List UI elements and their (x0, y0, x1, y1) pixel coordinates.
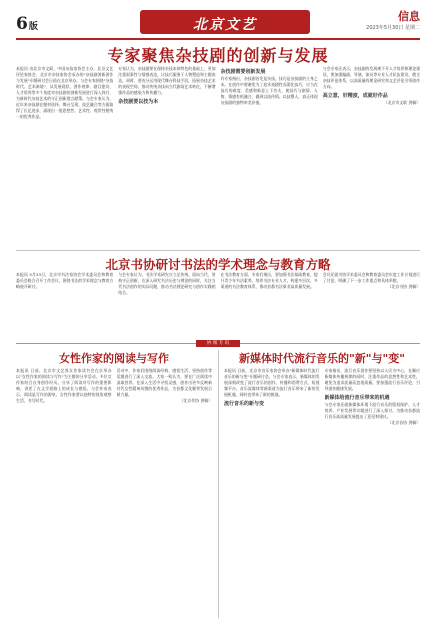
article-3-text-2: 活动中，作家们围绕阅读经典、感悟生活、坚持创作等话题进行了深入交流，大家一致认为，要在广泛阅读中汲取营养，在深入生活中寻找灵感，创作出更多反映新时代女性精神风貌的优秀作品，为首都文化繁荣发展贡献力量。 (116, 368, 212, 397)
article-4-body (224, 368, 420, 618)
article-1-text-3: 有专家指出，杂技剧首先是杂技，技巧是杂技剧的立身之本。在创作中要避免为了追求戏剧性而弱化技巧，应当在技巧的难度、美感和新意上下功夫，使技巧与剧情、人物、情感有机融合，做到以技传情、以技塑人，真正体现杂技剧的独特审美价值。 (220, 76, 318, 105)
column-divider (218, 350, 219, 618)
article-3-byline: （北京作协 供稿） (179, 398, 212, 403)
article-4-title: 新媒体时代流行音乐的"新"与"变" (239, 352, 405, 365)
article-2-body (16, 272, 420, 336)
section-tag (16, 340, 420, 347)
article-1-column-2 (118, 66, 215, 248)
masthead-logo (140, 10, 310, 34)
article-1-subheading-3: 高立意，好精度，成就好作品 (322, 93, 388, 99)
article-2-column-3 (221, 272, 318, 336)
article-4-subheading-1: 流行音乐的新与变 (224, 401, 265, 407)
page-number-suffix: 版 (28, 22, 38, 32)
article-4-column-1 (224, 368, 320, 618)
article-3-body (16, 368, 212, 618)
article-4-text-2: 专家指出，流行音乐创作要坚持以人民为中心，在顺应新媒体传播规律的同时，注重作品的思想性和艺术性，避免为追求流量而忽视质量。要加强流行音乐评论，引导创作健康发展。 (324, 368, 420, 391)
separator-1 (16, 250, 420, 251)
article-1-column-3 (221, 66, 318, 248)
article-2-title: 北京书协研讨书法的学术理念与教育方略 (105, 257, 331, 272)
article-2-column-4 (323, 272, 420, 336)
article-1-body (16, 66, 420, 248)
article-1-text-4: 与会专家还表示，杂技剧的发展离不开人才培养和理论建设。要加强编剧、导演、演员等专业人才队伍建设，健全杂技评论体系，以高质量的理论研究和文艺评论引领创作方向。 (322, 66, 420, 89)
article-1-subheading-2: 杂技剧需要创新发展 (220, 69, 266, 75)
article-2-text-4: 会议还就书协学术委员会和教育委员会年度工作计划进行了讨论，明确了下一步工作重点和具体举措。 (322, 272, 420, 283)
article-2-column-2 (118, 272, 215, 336)
article-4-text-3: 与会专家还就新媒体环境下流行音乐的版权保护、人才培养、产业发展等议题进行了深入探讨，为推动首都流行音乐高质量发展提出了意见和建议。 (324, 402, 420, 419)
section-tag-label: 协 闻 专 讯 (196, 340, 240, 347)
article-1-text-1: 本报讯 由北京市文联、中国杂技家协会主办，北京文艺评论家协会、北京市杂技家协会承办的"杂技剧创新创作与发展"专题研讨会日前在北京举办。与会专家围绕"杂技时代、艺术新境"，从发展现状、创作规律、剧目建设、人才培养等多个角度对杂技剧的创新发展进行深入探讨，为新时代杂技艺术的守正创新建言献策。与会专家认为，近年来杂技剧在题材选择、舞台呈现、技艺融合等方面取得了长足进步，涌现出一批思想性、艺术性、观赏性相统一的优秀作品。 (16, 66, 114, 119)
article-3-title: 女性作家的阅读与写作 (59, 352, 169, 365)
section-label: 信息 (398, 10, 420, 23)
article-4-text-1: 本报讯 日前，北京市音乐家协会举办"新媒体时代流行音乐的新与变"专题研讨会。与会专家表示，新媒体的发展深刻改变了流行音乐的创作、传播和消费方式，短视频平台、音乐流媒体等新渠道为流行音乐带来了新的发展机遇，同时也带来了新的挑战。 (224, 368, 320, 397)
issue-date: 2023年5月30日 星期二 (366, 25, 420, 31)
article-2-text-1: 本报讯 5月23日，北京市书法家协会学术委员会和教育委员会联合召开工作会议，围绕书法的学术理念与教育方略展开研讨。 (16, 272, 114, 289)
article-1-subheading-1: 杂技剧要以技为本 (118, 99, 159, 105)
page-header (16, 8, 420, 36)
article-1-column-1 (16, 66, 113, 248)
article-2-text-2: 与会专家认为，书法学术研究应立足传统、面向当代，坚持守正创新，在深入研究书法历史与理论的同时，关注当代书法创作的实际问题，推动书法理论研究与创作实践相结合。 (118, 272, 216, 295)
article-1-title: 专家聚焦杂技剧的创新与发展 (107, 46, 329, 65)
article-2-column-1 (16, 272, 113, 336)
masthead-title: 北京文艺 (193, 17, 257, 33)
article-3-text-1: 本报讯 日前，北京市文艺界女作家读书会在京举办以"女性作家的阅读与写作"为主题的分享活动。多位女作家结合自身创作经历，分享了阅读对写作的重要影响，讲述了在文学道路上的成长与感悟。与会作家表示，阅读是写作的源泉，女性作家要以独特的视角观察生活、书写时代。 (16, 368, 112, 403)
article-1-text-2: 专家认为，杂技剧要在保持杂技本体特色的基础上，更加注重叙事性与情感表达，让技巧服务于人物塑造和主题表达。同时，要充分运用现代舞台科技手段，拓展杂技艺术的表现空间，推动传统杂技向当代剧场艺术转化，不断增强作品的感染力和传播力。 (118, 66, 216, 95)
article-1-column-4 (323, 66, 420, 248)
article-4-column-2 (325, 368, 421, 618)
article-2-text-3: 在书法教育方面，专家们指出，要加强书法基础教育，提升青少年书法素养，培养书法专业人才，构建多层次、多渠道的书法教育体系，推动首都书法事业高质量发展。 (220, 272, 318, 289)
article-4-byline: （北京音协 供稿） (387, 420, 420, 425)
article-1-byline: （北京市文联 供稿） (383, 100, 420, 105)
page-number-digit: 6 (16, 14, 28, 34)
article-3-column-1 (16, 368, 112, 618)
article-4-subheading-2: 新媒体给流行音乐带来的机遇 (324, 395, 390, 401)
page-number (16, 14, 38, 34)
article-2-byline: （北京书协 供稿） (387, 284, 420, 289)
header-rule (16, 38, 420, 40)
article-3-column-2 (117, 368, 213, 618)
